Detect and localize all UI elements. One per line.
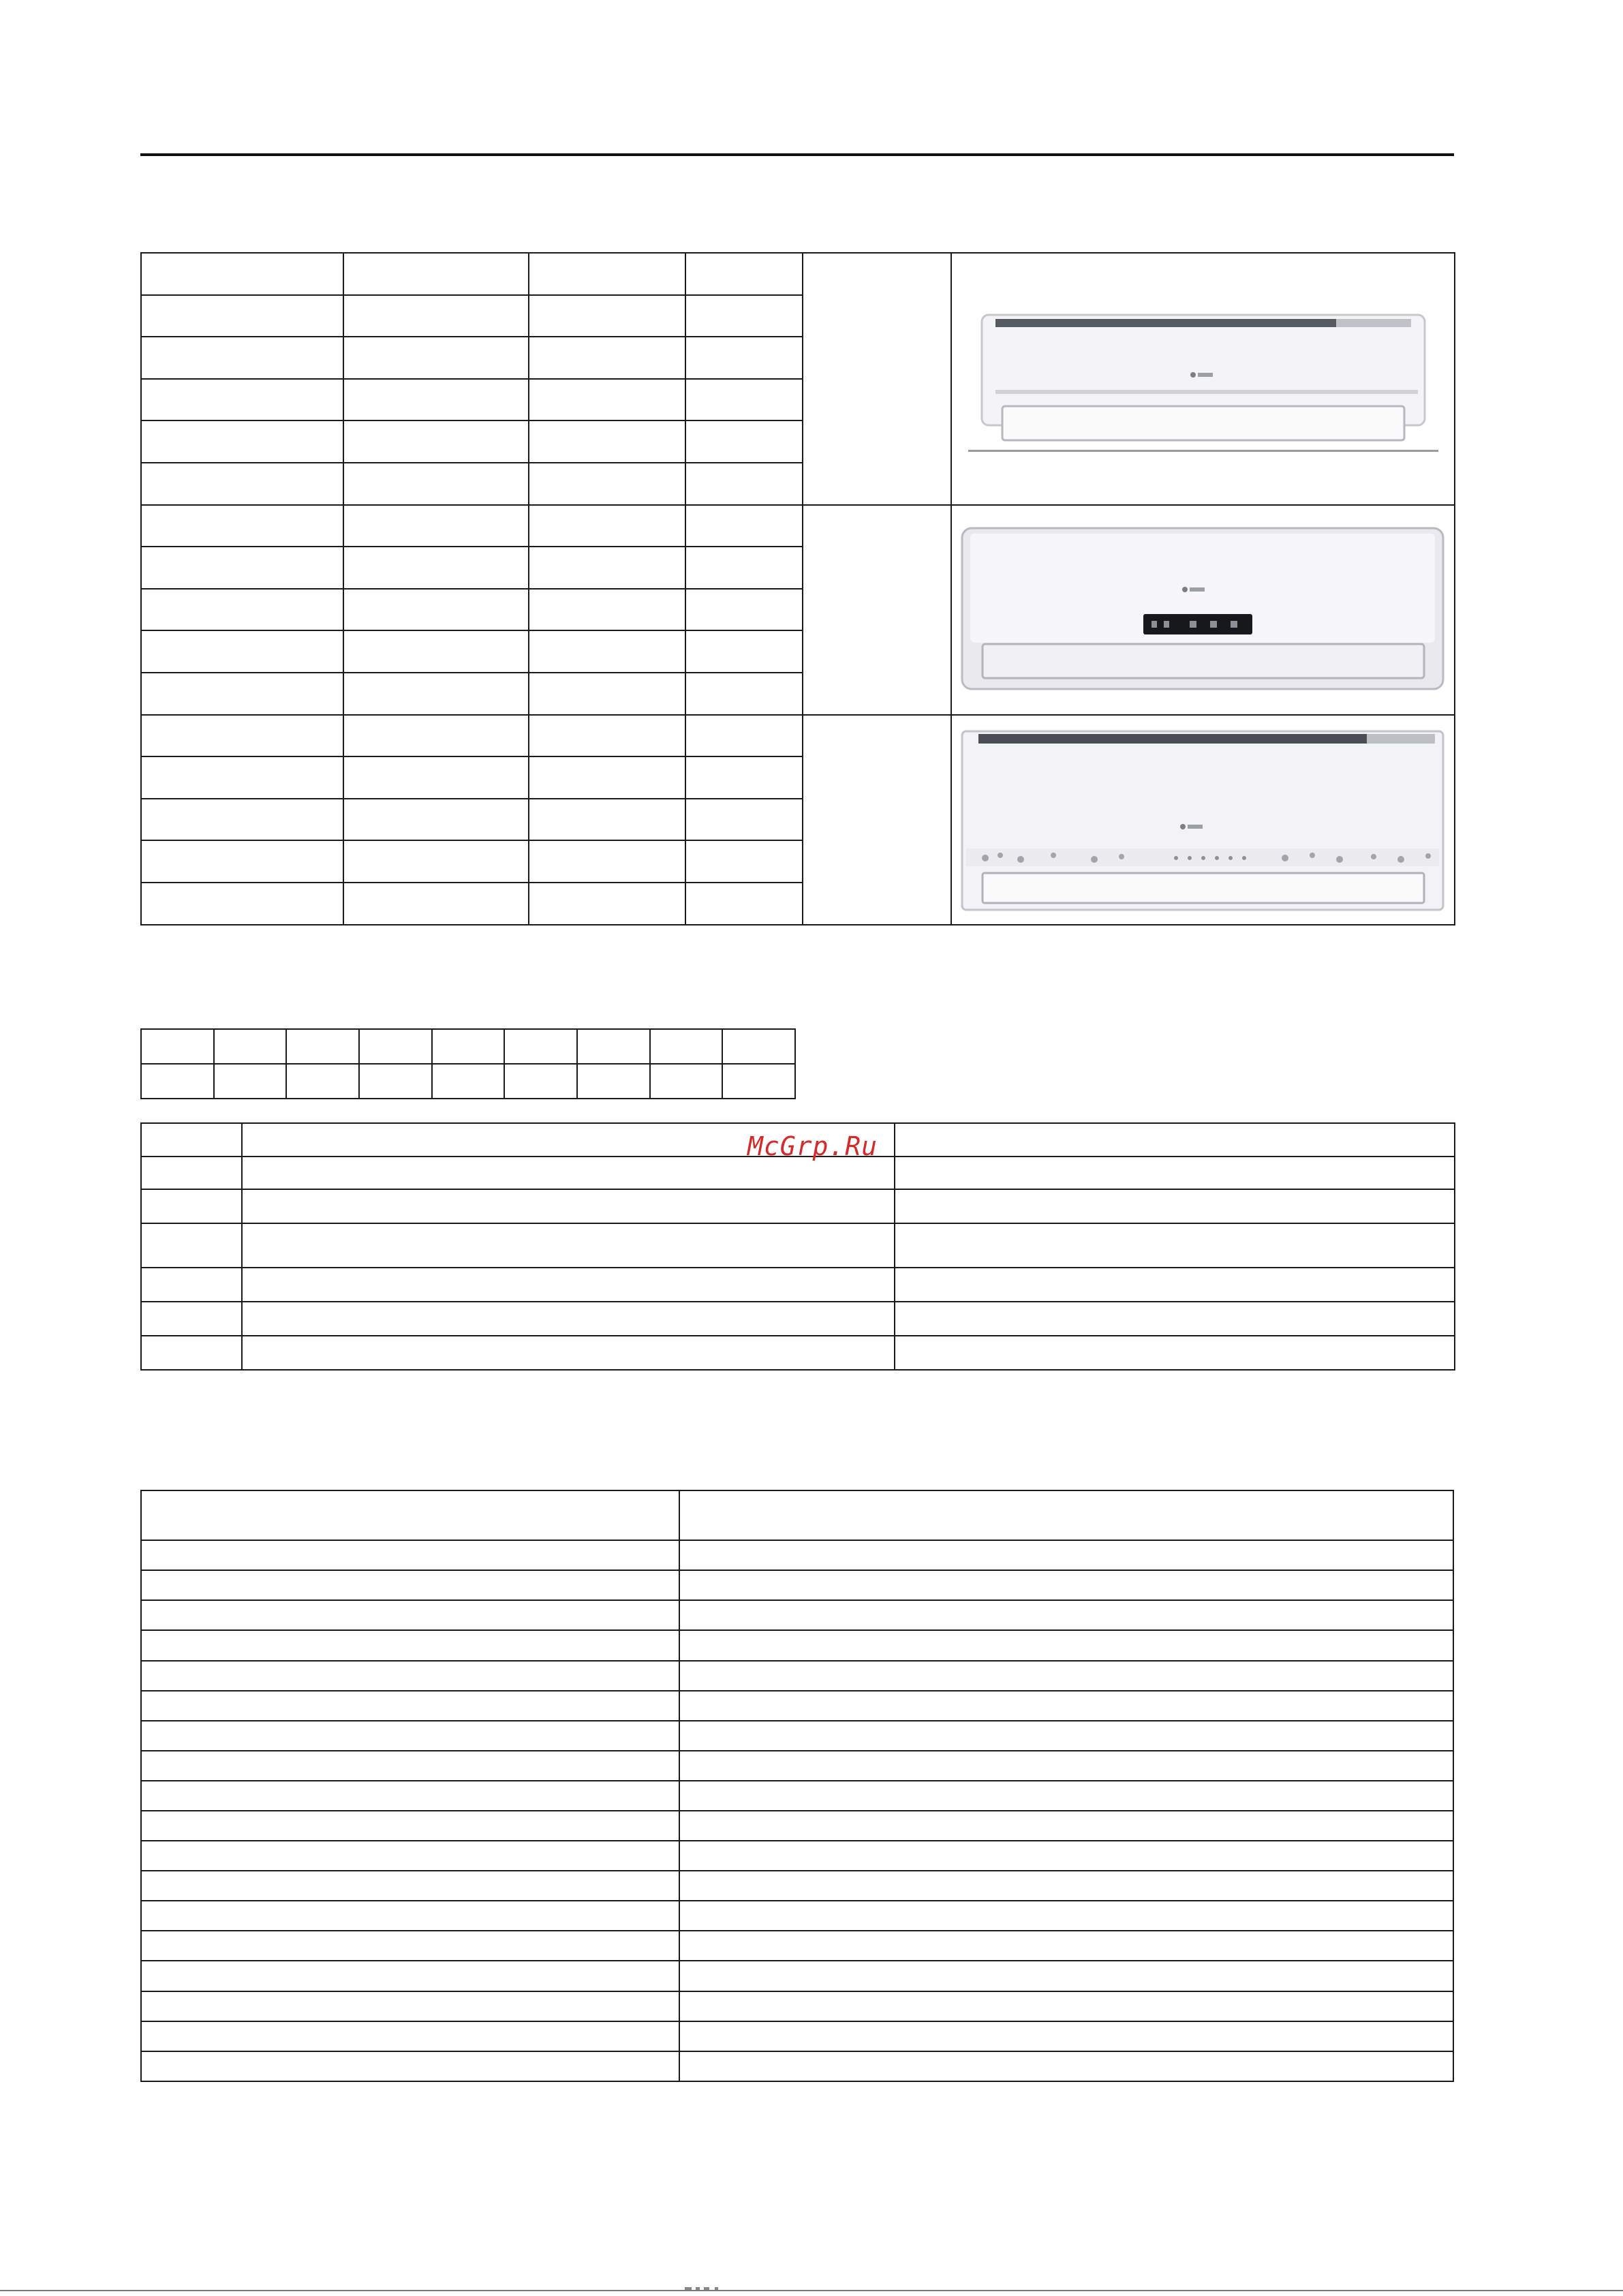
table-cell	[679, 2021, 1453, 2051]
table-cell	[679, 1781, 1453, 1811]
table-cell	[679, 1570, 1453, 1600]
table-row	[141, 1600, 1453, 1630]
watermark: McGrp.Ru	[747, 1131, 878, 1161]
table-cell	[141, 505, 343, 547]
table-cell	[242, 1189, 895, 1223]
table-cell	[504, 1029, 577, 1064]
table-cell	[242, 1302, 895, 1336]
table-row	[141, 1064, 795, 1099]
table-cell-group	[803, 505, 951, 715]
table-cell	[343, 756, 529, 799]
table-cell	[529, 463, 685, 505]
table-cell	[679, 1691, 1453, 1721]
air-conditioner-image-1	[968, 297, 1438, 461]
table-row	[141, 1751, 1453, 1781]
table-row	[141, 2051, 1453, 2081]
table-cell	[141, 2051, 679, 2081]
table-cell	[895, 1268, 1455, 1302]
table-row	[141, 1570, 1453, 1600]
table-cell	[529, 295, 685, 337]
table-cell	[343, 715, 529, 757]
table-cell	[895, 1189, 1455, 1223]
table-cell	[529, 840, 685, 883]
table-cell	[679, 1871, 1453, 1901]
table-cell	[141, 1811, 679, 1841]
table-row	[141, 1223, 1455, 1268]
table-cell	[242, 1268, 895, 1302]
header-rule	[140, 153, 1454, 156]
table-cell	[679, 1600, 1453, 1630]
table-cell	[343, 337, 529, 379]
table-cell	[685, 756, 803, 799]
product-image-cell-1	[951, 253, 1455, 505]
table-cell	[141, 840, 343, 883]
table-cell	[141, 1570, 679, 1600]
table-row	[141, 1811, 1453, 1841]
table-cell	[343, 505, 529, 547]
table-row	[141, 505, 1455, 547]
table-row	[141, 2021, 1453, 2051]
table-cell	[141, 1661, 679, 1691]
table-cell	[141, 673, 343, 715]
table-cell-group	[803, 715, 951, 925]
table-row	[141, 253, 1455, 295]
table-cell	[343, 673, 529, 715]
table-cell	[141, 799, 343, 841]
table-cell	[141, 1691, 679, 1721]
table-cell	[529, 883, 685, 925]
table-cell	[242, 1223, 895, 1268]
table-row	[141, 1189, 1455, 1223]
table-cell	[679, 2051, 1453, 2081]
table-cell	[141, 630, 343, 673]
table-cell	[895, 1157, 1455, 1189]
models-table	[140, 252, 1455, 925]
table-row	[141, 1931, 1453, 1961]
table-cell	[685, 505, 803, 547]
table-cell	[529, 715, 685, 757]
table-cell	[141, 420, 343, 463]
table-row	[141, 1721, 1453, 1751]
table-cell	[895, 1302, 1455, 1336]
table-cell	[141, 1961, 679, 1991]
table-cell	[242, 1336, 895, 1370]
table-cell	[141, 1600, 679, 1630]
table-row	[141, 1901, 1453, 1931]
table-cell	[141, 1123, 242, 1157]
table-cell	[141, 1991, 679, 2021]
table-cell	[504, 1064, 577, 1099]
table-cell	[577, 1064, 650, 1099]
table-cell	[679, 1961, 1453, 1991]
table-cell	[141, 1901, 679, 1931]
table-cell	[895, 1223, 1455, 1268]
table-cell	[685, 547, 803, 589]
air-conditioner-image-2	[958, 521, 1449, 699]
table-cell	[685, 630, 803, 673]
table-cell	[529, 630, 685, 673]
table-row	[141, 1841, 1453, 1871]
table-cell	[343, 420, 529, 463]
table-cell	[343, 253, 529, 295]
table-cell	[141, 1751, 679, 1781]
table-cell	[141, 1268, 242, 1302]
table-cell	[141, 2021, 679, 2051]
table-cell	[432, 1029, 505, 1064]
table-cell-group	[803, 253, 951, 505]
table-cell	[141, 379, 343, 421]
table-cell	[679, 1811, 1453, 1841]
table-cell	[685, 589, 803, 631]
table-cell	[343, 883, 529, 925]
table-cell	[343, 589, 529, 631]
table-cell	[242, 1157, 895, 1189]
table-cell	[685, 673, 803, 715]
table-cell	[286, 1029, 359, 1064]
table-row	[141, 1302, 1455, 1336]
table-row	[141, 1490, 1453, 1540]
table-cell	[141, 1490, 679, 1540]
table-cell	[650, 1029, 723, 1064]
table-cell	[685, 253, 803, 295]
table-cell	[529, 756, 685, 799]
table-cell	[679, 1991, 1453, 2021]
table-row	[141, 715, 1455, 757]
table-cell	[685, 463, 803, 505]
table-cell	[650, 1064, 723, 1099]
table-cell	[529, 505, 685, 547]
table-cell	[679, 1721, 1453, 1751]
table-cell	[141, 1029, 214, 1064]
table-cell	[214, 1029, 287, 1064]
table-cell	[141, 463, 343, 505]
table-cell	[895, 1123, 1455, 1157]
table-cell	[141, 715, 343, 757]
table-cell	[529, 379, 685, 421]
air-conditioner-image-3	[958, 724, 1449, 915]
table-row	[141, 1661, 1453, 1691]
table-cell	[343, 547, 529, 589]
small-grid-table	[140, 1028, 796, 1099]
table-cell	[679, 1490, 1453, 1540]
table-cell	[529, 673, 685, 715]
table-row	[141, 1157, 1455, 1189]
table-cell	[141, 1540, 679, 1570]
table-cell	[685, 379, 803, 421]
table-cell	[141, 1302, 242, 1336]
table-cell	[685, 715, 803, 757]
table-cell	[286, 1064, 359, 1099]
table-cell	[141, 253, 343, 295]
table-cell	[529, 337, 685, 379]
table-row	[141, 1961, 1453, 1991]
product-image-cell-3	[951, 715, 1455, 925]
table-cell	[141, 1157, 242, 1189]
table-cell	[679, 1931, 1453, 1961]
table-cell	[343, 295, 529, 337]
table-cell	[722, 1064, 795, 1099]
table-cell	[679, 1661, 1453, 1691]
product-image-cell-2	[951, 505, 1455, 715]
table-cell	[141, 1189, 242, 1223]
table-cell	[679, 1751, 1453, 1781]
table-cell	[141, 756, 343, 799]
table-cell	[141, 337, 343, 379]
table-cell	[343, 840, 529, 883]
table-cell	[141, 1336, 242, 1370]
table-cell	[529, 589, 685, 631]
table-cell	[529, 547, 685, 589]
table-cell	[141, 547, 343, 589]
table-cell	[343, 630, 529, 673]
table-cell	[141, 1630, 679, 1660]
table-row	[141, 1691, 1453, 1721]
table-cell	[141, 1721, 679, 1751]
table-cell	[141, 1841, 679, 1871]
table-cell	[343, 379, 529, 421]
table-row	[141, 1029, 795, 1064]
table-row	[141, 1991, 1453, 2021]
table-cell	[722, 1029, 795, 1064]
table-cell	[141, 1781, 679, 1811]
table-cell	[679, 1630, 1453, 1660]
table-cell	[685, 883, 803, 925]
specification-table	[140, 1490, 1454, 2082]
table-cell	[141, 1064, 214, 1099]
table-cell	[141, 295, 343, 337]
table-row	[141, 1630, 1453, 1660]
table-cell	[214, 1064, 287, 1099]
table-cell	[141, 589, 343, 631]
table-cell	[529, 799, 685, 841]
table-cell	[432, 1064, 505, 1099]
footer-mark	[685, 2287, 732, 2293]
footer-rule	[0, 2290, 1623, 2291]
table-cell	[359, 1029, 432, 1064]
table-cell	[685, 420, 803, 463]
table-cell	[141, 1223, 242, 1268]
table-cell	[685, 295, 803, 337]
table-cell	[343, 799, 529, 841]
table-row	[141, 1540, 1453, 1570]
table-cell	[679, 1901, 1453, 1931]
table-cell	[895, 1336, 1455, 1370]
table-cell	[529, 253, 685, 295]
table-cell	[343, 463, 529, 505]
table-cell	[529, 420, 685, 463]
table-row	[141, 1871, 1453, 1901]
table-cell	[577, 1029, 650, 1064]
table-row	[141, 1336, 1455, 1370]
table-cell	[359, 1064, 432, 1099]
table-cell	[141, 1931, 679, 1961]
table-row	[141, 1268, 1455, 1302]
table-cell	[679, 1841, 1453, 1871]
table-cell	[685, 337, 803, 379]
table-row	[141, 1781, 1453, 1811]
table-cell	[685, 840, 803, 883]
table-cell	[141, 1871, 679, 1901]
table-cell	[685, 799, 803, 841]
table-cell	[679, 1540, 1453, 1570]
table-cell	[141, 883, 343, 925]
